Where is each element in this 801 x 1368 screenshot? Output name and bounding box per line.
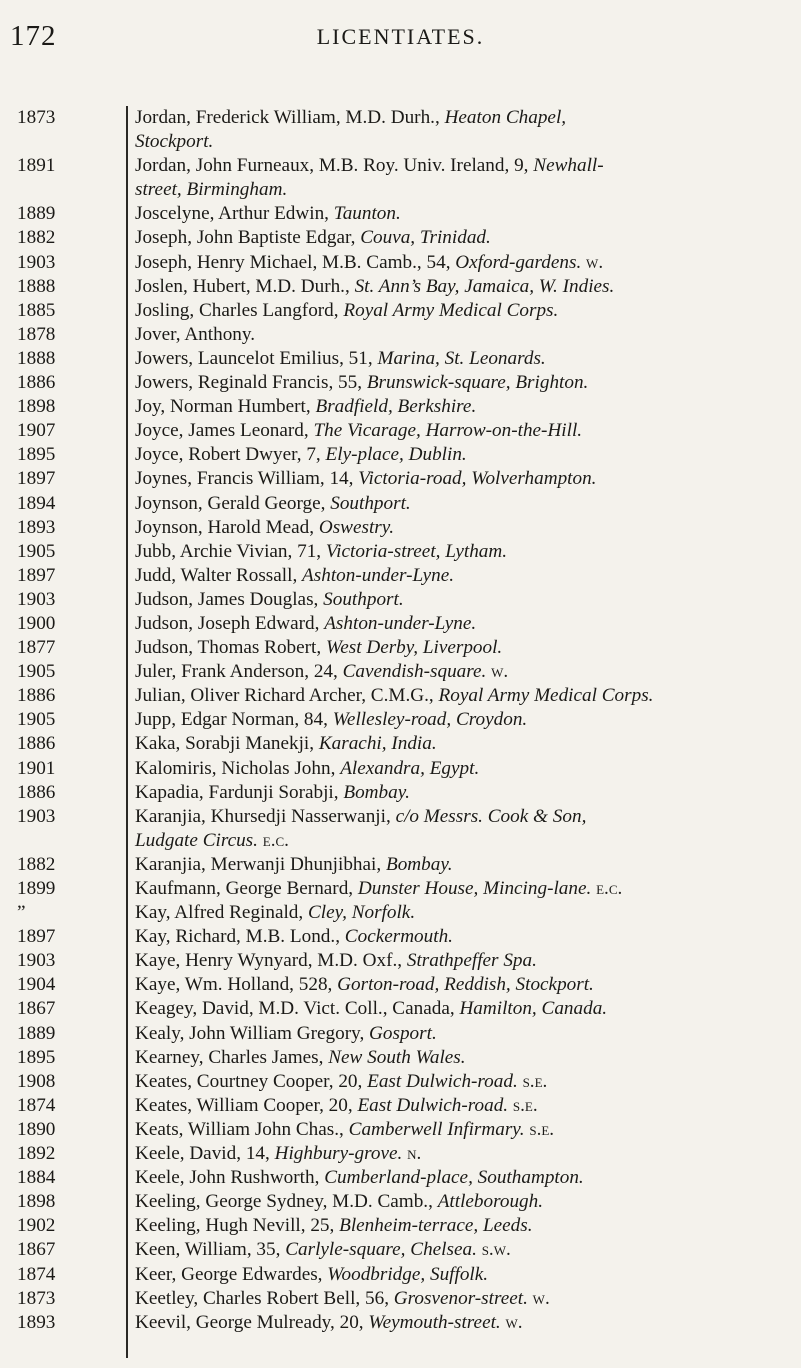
entry-text <box>126 251 801 275</box>
entry-year: 1886 <box>17 733 56 755</box>
entry-place: Cley, Norfolk. <box>308 902 416 924</box>
entry-district: s.w. <box>476 1239 511 1261</box>
entry-district: w. <box>527 1287 550 1309</box>
entry-place: Southport. <box>330 492 411 514</box>
entry-name: Jover, Anthony. <box>135 323 256 345</box>
entry-place: Dunster House, Mincing-lane. <box>357 878 592 899</box>
entry-place: Bombay. <box>343 781 410 803</box>
entry-name: Kaka, Sorabji Manekji, <box>135 733 319 755</box>
list-item <box>0 1287 801 1311</box>
entry-place: Newhall- street, Birmingham. <box>135 155 604 201</box>
entry-place: Ashton-under-Lyne. <box>302 564 455 586</box>
list-item <box>0 419 801 443</box>
licentiates-list <box>0 106 801 1335</box>
entry-place: Blenheim-terrace, Leeds. <box>339 1215 533 1237</box>
entry-text <box>126 732 801 756</box>
entry-year: 1898 <box>17 1191 56 1213</box>
entry-text <box>126 1263 801 1287</box>
entry-name: Judd, Walter Rossall, <box>135 564 303 586</box>
list-item <box>0 516 801 540</box>
entry-year: 1903 <box>17 805 56 827</box>
entry-year: 1867 <box>17 1239 56 1261</box>
entry-year: 1903 <box>17 251 56 273</box>
entry-year: 1895 <box>17 1046 56 1068</box>
entry-year: 1897 <box>17 564 56 586</box>
entry-name: Jordan, Frederick William, M.D. Durh., <box>135 107 445 128</box>
entry-year: 1873 <box>17 1287 56 1309</box>
entry-district: w. <box>486 661 509 683</box>
list-item <box>0 925 801 949</box>
entry-text <box>126 973 801 997</box>
entry-text <box>126 1022 801 1046</box>
entry-text <box>126 1287 801 1311</box>
entry-text <box>126 660 801 684</box>
entry-name: Kaye, Wm. Holland, 528, <box>135 974 338 996</box>
entry-place: West Derby, Liverpool. <box>326 637 503 659</box>
entry-place: New South Wales. <box>328 1046 466 1068</box>
entry-year: 1905 <box>17 661 56 683</box>
entry-year: 1904 <box>17 974 56 996</box>
entry-place: Brunswick-square, Brighton. <box>366 372 589 394</box>
entry-name: Joseph, John Baptiste Edgar, <box>135 227 361 249</box>
entry-year: 1867 <box>17 998 56 1020</box>
entry-name: Joynson, Harold Mead, <box>135 516 319 538</box>
entry-text <box>126 684 801 708</box>
entry-text <box>126 443 801 467</box>
entry-place: Attleborough. <box>437 1191 544 1213</box>
entry-place: Royal Army Medical Corps. <box>438 685 654 707</box>
list-item <box>0 1238 801 1262</box>
entry-name: Joy, Norman Humbert, <box>135 396 316 418</box>
entry-name: Jordan, John Furneaux, M.B. Roy. Univ. Ireland, 9, <box>135 155 534 177</box>
list-item <box>0 732 801 756</box>
entry-year: ” <box>17 902 26 924</box>
entry-place: Cockermouth. <box>344 926 453 948</box>
list-item <box>0 901 801 925</box>
entry-place: Grosvenor-street. <box>393 1287 528 1309</box>
entry-year: 1893 <box>17 516 56 538</box>
list-item <box>0 997 801 1021</box>
entry-text <box>126 1070 801 1094</box>
entry-name: Kay, Alfred Reginald, <box>135 902 308 924</box>
entry-name: Judson, Thomas Robert, <box>135 637 326 659</box>
entry-year: 1897 <box>17 926 56 948</box>
entry-name: Joslen, Hubert, M.D. Durh., <box>135 275 355 297</box>
list-item <box>0 973 801 997</box>
entry-place: Karachi, India. <box>318 733 437 755</box>
entry-text <box>126 949 801 973</box>
entry-year: 1874 <box>17 1263 56 1285</box>
entry-place: Taunton. <box>333 203 401 225</box>
entry-year: 1899 <box>17 878 56 899</box>
entry-name: Joynes, Francis William, 14, <box>135 468 359 490</box>
entry-place: Cavendish-square. <box>342 661 487 683</box>
entry-place: Couva, Trinidad. <box>360 227 491 249</box>
list-item <box>0 371 801 395</box>
entry-text <box>126 588 801 612</box>
entry-text <box>126 226 801 250</box>
entry-place: Victoria-road, Wolverhampton. <box>358 468 597 490</box>
entry-year: 1888 <box>17 275 56 297</box>
entry-name: Joynson, Gerald George, <box>135 492 331 514</box>
entry-text <box>126 275 801 299</box>
entry-place: Carlyle-square, Chelsea. <box>285 1239 477 1261</box>
entry-name: Kealy, John William Gregory, <box>135 1022 370 1044</box>
list-item <box>0 1166 801 1190</box>
entry-year: 1902 <box>17 1215 56 1237</box>
entry-text <box>126 1190 801 1214</box>
entry-year: 1893 <box>17 1311 56 1333</box>
entry-text <box>126 347 801 371</box>
entry-text <box>126 636 801 660</box>
entry-name: Jupp, Edgar Norman, 84, <box>135 709 333 731</box>
page-header <box>0 20 801 56</box>
entry-place: Ely-place, Dublin. <box>325 444 467 466</box>
entry-year: 1886 <box>17 781 56 803</box>
entry-text <box>126 997 801 1021</box>
entry-name: Joyce, James Leonard, <box>135 420 314 442</box>
entry-district: s.e. <box>524 1118 555 1140</box>
entry-year: 1882 <box>17 227 56 249</box>
entry-place: East Dulwich-road. <box>357 1094 509 1116</box>
entry-place: St. Ann’s Bay, Jamaica, W. Indies. <box>354 275 615 297</box>
list-item <box>0 492 801 516</box>
list-item <box>0 467 801 491</box>
entry-name: Kalomiris, Nicholas John, <box>135 757 341 779</box>
page-number: 172 <box>10 20 57 52</box>
entry-name: Keevil, George Mulready, 20, <box>135 1311 369 1333</box>
list-item <box>0 106 801 154</box>
entry-year: 1895 <box>17 444 56 466</box>
entry-name: Karanjia, Merwanji Dhunjibhai, <box>135 853 386 875</box>
entry-place: Wellesley-road, Croydon. <box>332 709 528 731</box>
entry-text <box>126 805 801 853</box>
entry-text <box>126 202 801 226</box>
list-item <box>0 275 801 299</box>
list-item <box>0 540 801 564</box>
entry-name: Joseph, Henry Michael, M.B. Camb., 54, <box>135 251 456 273</box>
list-item <box>0 1263 801 1287</box>
list-item <box>0 949 801 973</box>
entry-district: s.e. <box>517 1070 548 1092</box>
entry-district: e.c. <box>257 829 289 851</box>
entry-text <box>126 877 801 901</box>
entry-name: Keele, John Rushworth, <box>135 1167 325 1189</box>
entry-name: Keetley, Charles Robert Bell, 56, <box>135 1287 394 1309</box>
entry-year: 1901 <box>17 757 56 779</box>
entry-text <box>126 1238 801 1262</box>
entry-name: Keele, David, 14, <box>135 1143 275 1165</box>
entry-name: Kapadia, Fardunji Sorabji, <box>135 781 344 803</box>
list-item <box>0 1094 801 1118</box>
list-item <box>0 1118 801 1142</box>
entry-place: Highbury-grove. <box>274 1143 403 1165</box>
entry-text <box>126 154 801 202</box>
entry-text <box>126 467 801 491</box>
entry-name: Kaye, Henry Wynyard, M.D. Oxf., <box>135 950 407 972</box>
list-item <box>0 612 801 636</box>
entry-place: Woodbridge, Suffolk. <box>327 1263 489 1285</box>
entry-text <box>126 540 801 564</box>
list-item <box>0 1214 801 1238</box>
running-head: LICENTIATES. <box>316 24 485 49</box>
entry-name: Judson, Joseph Edward, <box>135 612 325 634</box>
list-item <box>0 877 801 901</box>
entry-place: Weymouth-street. <box>368 1311 501 1333</box>
entry-place: Strathpeffer Spa. <box>406 950 537 972</box>
entry-name: Jowers, Reginald Francis, 55, <box>135 372 367 394</box>
entry-text <box>126 516 801 540</box>
entry-name: Keates, Courtney Cooper, 20, <box>135 1070 368 1092</box>
entry-text <box>126 757 801 781</box>
entry-year: 1873 <box>17 107 56 128</box>
entry-text <box>126 299 801 323</box>
entry-district: e.c. <box>591 878 623 899</box>
entry-name: Judson, James Douglas, <box>135 588 324 610</box>
entry-year: 1884 <box>17 1167 56 1189</box>
entry-place: East Dulwich-road. <box>367 1070 518 1092</box>
entry-name: Keer, George Edwardes, <box>135 1263 328 1285</box>
list-item <box>0 588 801 612</box>
list-item <box>0 347 801 371</box>
list-item <box>0 443 801 467</box>
entry-text <box>126 1118 801 1142</box>
entry-text <box>126 1311 801 1335</box>
entry-text <box>126 853 801 877</box>
entry-district: w. <box>500 1311 523 1333</box>
entry-place: Cumberland-place, Southampton. <box>324 1167 584 1189</box>
entry-name: Karanjia, Khursedji Nasserwanji, <box>135 805 396 827</box>
list-item <box>0 660 801 684</box>
entry-place: Royal Army Medical Corps. <box>343 299 559 321</box>
entry-text <box>126 323 801 347</box>
entry-text <box>126 612 801 636</box>
entry-text <box>126 781 801 805</box>
entry-year: 1886 <box>17 372 56 394</box>
entry-text <box>126 1046 801 1070</box>
entry-text <box>126 1094 801 1118</box>
list-item <box>0 636 801 660</box>
entry-year: 1897 <box>17 468 56 490</box>
list-item <box>0 323 801 347</box>
list-item <box>0 853 801 877</box>
entry-text <box>126 925 801 949</box>
entry-year: 1889 <box>17 1022 56 1044</box>
entry-year: 1891 <box>17 155 56 177</box>
entry-name: Jowers, Launcelot Emilius, 51, <box>135 347 378 369</box>
list-item <box>0 395 801 419</box>
entry-year: 1900 <box>17 612 56 634</box>
entry-year: 1907 <box>17 420 56 442</box>
entry-text <box>126 1166 801 1190</box>
list-item <box>0 202 801 226</box>
entry-name: Kay, Richard, M.B. Lond., <box>135 926 345 948</box>
entry-year: 1890 <box>17 1118 56 1140</box>
entry-year: 1903 <box>17 950 56 972</box>
entry-name: Kearney, Charles James, <box>135 1046 329 1068</box>
list-item <box>0 805 801 853</box>
entry-year: 1903 <box>17 588 56 610</box>
entry-year: 1892 <box>17 1143 56 1165</box>
list-item <box>0 564 801 588</box>
entry-place: The Vicarage, Harrow-on-the-Hill. <box>313 420 583 442</box>
entry-text <box>126 901 801 925</box>
entry-place: Bombay. <box>385 853 453 875</box>
entry-text <box>126 564 801 588</box>
list-item <box>0 708 801 732</box>
entry-name: Josling, Charles Langford, <box>135 299 344 321</box>
list-item <box>0 781 801 805</box>
entry-place: Heaton Chapel, Stockport. <box>135 107 567 153</box>
entry-name: Keates, William Cooper, 20, <box>135 1094 358 1116</box>
entry-place: Oswestry. <box>318 516 395 538</box>
entry-place: Gorton-road, Reddish, Stockport. <box>337 974 594 996</box>
entry-year: 1894 <box>17 492 56 514</box>
entry-year: 1885 <box>17 299 56 321</box>
list-item <box>0 1311 801 1335</box>
entry-name: Keen, William, 35, <box>135 1239 286 1261</box>
entry-name: Julian, Oliver Richard Archer, C.M.G., <box>135 685 439 707</box>
entry-place: Gosport. <box>369 1022 437 1044</box>
entry-name: Joscelyne, Arthur Edwin, <box>135 203 334 225</box>
entry-name: Juler, Frank Anderson, 24, <box>135 661 343 683</box>
entry-name: Keats, William John Chas., <box>135 1118 349 1140</box>
entry-year: 1908 <box>17 1070 56 1092</box>
entry-name: Jubb, Archie Vivian, 71, <box>135 540 326 562</box>
entry-name: Joyce, Robert Dwyer, 7, <box>135 444 326 466</box>
entry-place: Hamilton, Canada. <box>459 998 608 1020</box>
entry-district: s.e. <box>508 1094 538 1116</box>
entry-name: Kaufmann, George Bernard, <box>135 878 358 899</box>
entry-place: Camberwell Infirmary. <box>348 1118 525 1140</box>
entry-year: 1886 <box>17 685 56 707</box>
list-item <box>0 684 801 708</box>
list-item <box>0 1046 801 1070</box>
entry-place: c/o Messrs. Cook & Son, Ludgate Circus. <box>135 805 587 851</box>
list-item <box>0 299 801 323</box>
entry-place: Oxford-gardens. <box>455 251 582 273</box>
list-item <box>0 1022 801 1046</box>
entry-name: Keeling, George Sydney, M.D. Camb., <box>135 1191 438 1213</box>
list-item <box>0 226 801 250</box>
entry-year: 1905 <box>17 709 56 731</box>
entry-year: 1905 <box>17 540 56 562</box>
entry-place: Bradfield, Berkshire. <box>315 396 477 418</box>
entry-place: Marina, St. Leonards. <box>377 347 546 369</box>
list-item <box>0 154 801 202</box>
entry-year: 1898 <box>17 396 56 418</box>
entry-year: 1874 <box>17 1094 56 1116</box>
entry-year: 1878 <box>17 323 56 345</box>
entry-text <box>126 708 801 732</box>
entry-place: Ashton-under-Lyne. <box>324 612 477 634</box>
entry-text <box>126 1214 801 1238</box>
entry-place: Alexandra, Egypt. <box>340 757 480 779</box>
entry-year: 1877 <box>17 637 56 659</box>
entry-name: Keagey, David, M.D. Vict. Coll., Canada, <box>135 998 460 1020</box>
entry-text <box>126 1142 801 1166</box>
entry-text <box>126 492 801 516</box>
list-item <box>0 1190 801 1214</box>
entry-district: w. <box>581 251 604 273</box>
entry-year: 1888 <box>17 347 56 369</box>
list-item <box>0 1142 801 1166</box>
entry-district: n. <box>402 1143 422 1165</box>
entry-place: Southport. <box>323 588 404 610</box>
entry-text <box>126 419 801 443</box>
list-item <box>0 251 801 275</box>
entry-text <box>126 395 801 419</box>
list-item <box>0 757 801 781</box>
entry-year: 1882 <box>17 853 56 875</box>
entry-name: Keeling, Hugh Nevill, 25, <box>135 1215 340 1237</box>
entry-text <box>126 106 801 154</box>
entry-text <box>126 371 801 395</box>
list-item <box>0 1070 801 1094</box>
entry-place: Victoria-street, Lytham. <box>325 540 508 562</box>
entry-year: 1889 <box>17 203 56 225</box>
